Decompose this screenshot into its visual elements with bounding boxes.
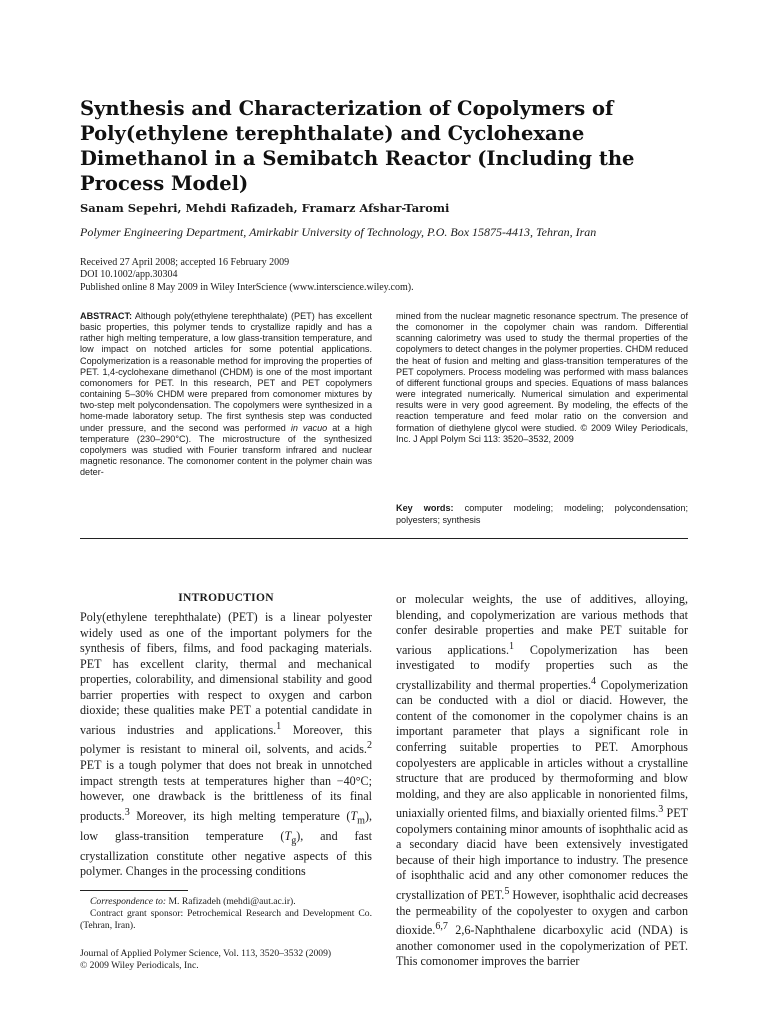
intro-text: ), low glass-transition temperature ( [80,808,372,843]
citation: 1 [276,720,282,732]
doi: DOI 10.1002/app.30304 [80,269,178,281]
intro-text: or molecular weights, the use of additives, alloying, blending, and copolymerization are various methods that confer desirable properties and make PET suitable for various applications. [396,592,688,657]
intro-paragraph-left [80,610,372,880]
section-heading-introduction: INTRODUCTION [178,592,274,604]
citation: 4 [590,675,597,687]
keywords [396,503,688,526]
abstract-left-column [80,311,372,478]
footnotes [80,896,372,931]
intro-text: Copolymerization has been investigated to modify properties such as the crystallizability and thermal properties. [396,642,688,692]
citation: 5 [504,885,510,897]
correspondence-label: Correspondence to: [90,896,167,907]
keywords-text: computer modeling; modeling; polycondensation; polyesters; synthesis [396,503,688,525]
keywords-label: Key words: [396,503,454,513]
abstract-text-1: Although poly(ethylene terephthalate) (PET) has excellent basic properties, this polymer tends to crystallize rapidly and has a rather high melting temperature, a low glass-transition temperature, and low impact on notched articles for some potential applications. Copolymerization is a reasonable method for improving the properties of PET. 1,4-cyclohexane dimethanol (CHDM) is one of the most important comonomers for PET. In this research, PET and PET copolymers containing 5–30% CHDM were prepared from comonomer mixtures by two-step melt polycondensation. The copolymers were synthesized in a home-made laboratory setup. The first synthesis step was conducted under pressure, and the second was performed [80,311,372,433]
grant-note: Contract grant sponsor: Petrochemical Research and Development Co. (Tehran, Iran). [80,907,372,931]
received-date: Received 27 April 2008; accepted 16 February 2009 [80,257,290,268]
intro-text: Poly(ethylene terephthalate) (PET) is a linear polyester widely used as one of the important polymers for the synthesis of fibers, films, and food packaging materials. PET has excellent clarity, thermal and mechanical properties, colorability, and dimensional stability and good barrier properties with respect to oxygen and carbon dioxide; these qualities make PET a potential candidate in various industries and applications. [80,610,372,737]
affiliation: Polymer Engineering Department, Amirkabir University of Technology, P.O. Box 15875-4413, Tehran, Iran [80,225,597,239]
published-online: Published online 8 May 2009 in Wiley InterScience (www.interscience.wiley.com). [80,281,414,293]
footnote-divider [80,890,188,891]
intro-text: Moreover, this polymer is resistant to mineral oil, solvents, and acids. [80,722,372,757]
symbol: T [284,828,292,843]
section-divider [80,538,688,539]
introduction-left-column [80,610,372,880]
intro-text: PET is a tough polymer that does not break in unnotched impact strength tests at temperatures higher than −40°C; however, one drawback is the brittleness of its final products. [80,757,372,823]
abstract-right-column: mined from the nuclear magnetic resonance spectrum. The presence of the comonomer in the copolymer chain was random. Differential scanning calorimetry was used to study the thermal properties of the copolymers to detect changes in the polymer properties. CHDM reduced the heat of fusion and melting and glass-transition temperatures of the PET copolymers. Process modeling was performed with mass balances of different functional groups and species. Equations of mass balances were integrated numerically. Numerical simulation and experimental results were in very good agreement. By modeling, the effects of the reaction temperature and feed molar ratio on the conversion and formation of diethylene glycol were studied. © 2009 Wiley Periodicals, Inc. J Appl Polym Sci 113: 3520–3532, 2009 [396,311,688,444]
intro-paragraph-right [396,592,688,970]
correspondence-text: M. Rafizadeh (mehdi@aut.ac.ir). [166,896,296,907]
citation: 3 [658,804,664,816]
author-list: Sanam Sepehri, Mehdi Rafizadeh, Framarz Afshar-Taromi [80,201,450,215]
intro-text: Moreover, its high melting temperature ( [129,808,351,823]
intro-text: ), and fast crystallization constitute other negative aspects of this polymer. Changes in the processing conditions [80,828,372,879]
intro-text: PET copolymers containing minor amounts of isophthalic acid as a secondary diacid have been extensively investigated because of their high importance to industry. The presence of isophthalic acid and any other comonomer reduces the crystallization of PET. [396,806,688,902]
publication-info [80,257,414,294]
subscript: g [291,835,297,847]
citation: 6,7 [435,921,448,933]
abstract-label: ABSTRACT: [80,311,133,321]
paper-title: Synthesis and Characterization of Copolymers of Poly(ethylene terephthalate) and Cyclohexane Dimethanol in a Semibatch Reactor (Including the Process Model) [80,97,635,195]
abstract-italic: in vacuo [290,422,328,433]
citation: 3 [124,806,130,818]
abstract-text-2: at a high temperature (230–290°C). The microstructure of the synthesized copolymers was studied with Fourier transform infrared and nuclear magnetic resonance. The comonomer content in the polymer chain was deter- [80,422,373,478]
citation: 2 [366,740,372,752]
journal-reference: Journal of Applied Polymer Science, Vol. 113, 3520–3532 (2009) [80,948,332,959]
subscript: m [357,815,365,827]
intro-text: Copolymerization can be conducted with a diol or diacid. However, the content of the comonomer in the copolymer chains is an important parameter that plays a significant role in conferring suitable properties to PET. Amorphous copolyesters are applicable in articles without a crystalline structure that are produced by thermoforming and blow molding, and they are also applicable in nonoriented films, uniaxially oriented films, and biaxially oriented films. [396,677,688,821]
correspondence-note [80,896,372,908]
journal-citation [80,948,372,972]
introduction-right-column [396,592,688,970]
symbol: T [350,808,358,823]
intro-text: However, isophthalic acid decreases the permeability of the copolyester to oxygen and carbon dioxide. [396,887,688,938]
copyright-notice: © 2009 Wiley Periodicals, Inc. [80,959,199,971]
citation: 1 [508,640,515,652]
intro-text: 2,6-Naphthalene dicarboxylic acid (NDA) is another comonomer used in the copolymerization of PET. This comonomer improves the barrier [396,923,688,969]
